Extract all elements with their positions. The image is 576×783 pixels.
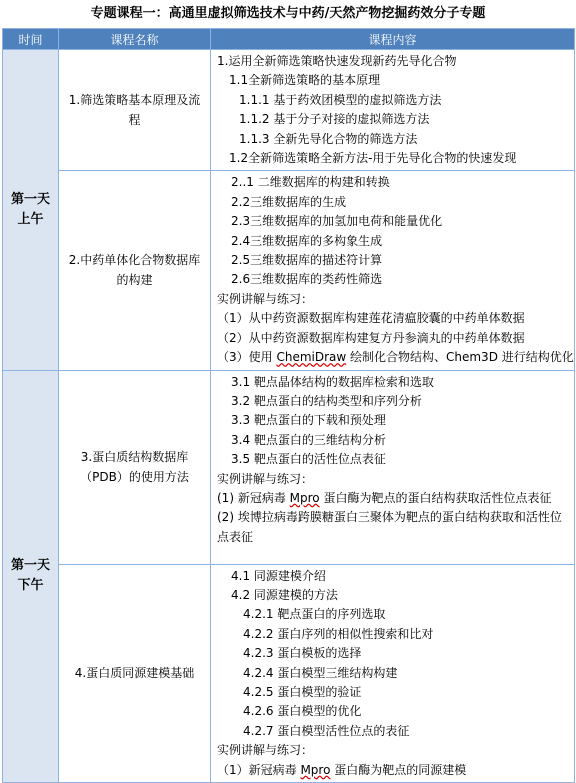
day1-morning-label: 第一天 上午 xyxy=(10,191,50,227)
content-line: 3.2 靶点蛋白的结构类型和序列分析 xyxy=(231,393,422,408)
table-row xyxy=(3,564,575,782)
content-line: (2) 埃博拉病毒跨膜糖蛋白三聚体为靶点的蛋白结构获取和活性位点表征 xyxy=(217,510,562,544)
content-line: 3.5 靶点蛋白的活性位点表征 xyxy=(231,452,386,467)
content-line: 3.3 靶点蛋白的下载和预处理 xyxy=(231,413,386,428)
content-line: 4.2.2 蛋白序列的相似性搜索和比对 xyxy=(243,626,434,641)
course-title: 专题课程一：高通里虚拟筛选技术与中药/天然产物挖掘药效分子专题 xyxy=(90,6,486,21)
content-line: 4.2 同源建模的方法 xyxy=(231,587,338,602)
content-line: 4.2.3 蛋白模板的选择 xyxy=(243,646,362,661)
course-content-2 xyxy=(211,171,575,370)
content-line: 1.2全新筛选策略全新方法-用于先导化合物的快速发现 xyxy=(229,151,517,166)
protein-name-mpro: Mpro xyxy=(300,762,331,777)
table-row xyxy=(3,50,575,171)
content-line xyxy=(217,348,574,367)
content-line: 4.2.5 蛋白模型的验证 xyxy=(243,684,362,699)
content-line: 实例讲解与练习： xyxy=(217,743,314,758)
day1-afternoon-cell xyxy=(3,370,59,782)
course-name-4: 4.蛋白质同源建模基础 xyxy=(59,564,211,782)
content-line: 4.1 同源建模介绍 xyxy=(231,568,326,583)
content-line: 1.运用全新筛选策略快速发现新药先导化合物 xyxy=(217,54,457,68)
content-line: 2.3三维数据库的加氢加电荷和能量优化 xyxy=(231,214,443,229)
content-text: 蛋白酶为靶点的蛋白结构获取活性位点表征 xyxy=(319,490,552,505)
table-row xyxy=(3,171,575,370)
course-content-1 xyxy=(211,50,575,171)
content-line: 3.4 靶点蛋白的三维结构分析 xyxy=(231,432,386,447)
content-line: 2.4三维数据库的多构象生成 xyxy=(231,233,383,248)
content-line: 4.2.4 蛋白模型三维结构构建 xyxy=(243,665,398,680)
schedule-table xyxy=(2,28,575,783)
content-line: 1.1全新筛选策略的基本原理 xyxy=(229,73,381,88)
content-line: 实例讲解与练习： xyxy=(217,471,314,486)
content-line: 2.6三维数据库的类药性筛选 xyxy=(231,272,383,287)
content-text: （1）新冠病毒 xyxy=(217,762,301,777)
content-line: 实例讲解与练习： xyxy=(217,291,314,306)
software-name-chemidraw: ChemiDraw xyxy=(276,350,347,365)
content-line xyxy=(217,489,570,508)
content-text: （3）使用 xyxy=(217,350,277,365)
header-course-name: 课程名称 xyxy=(59,29,211,50)
day1-morning-cell xyxy=(3,50,59,371)
course-name-2: 2.中药单体化合物数据库的构建 xyxy=(59,171,211,370)
content-line: 1.1.3 全新先导化合物的筛选方法 xyxy=(239,131,418,146)
content-text: 绘制化合物结构、Chem3D 进行结构优化 xyxy=(346,350,574,365)
content-text: (1) 新冠病毒 xyxy=(217,490,290,505)
content-line xyxy=(217,761,570,780)
content-line: 2.5三维数据库的描述符计算 xyxy=(231,253,383,268)
content-line: 2..1 二维数据库的构建和转换 xyxy=(231,175,390,190)
course-content-3 xyxy=(211,370,575,564)
content-line: （1）从中药资源数据库构建莲花清瘟胶囊的中药单体数据 xyxy=(217,311,525,326)
course-content-4 xyxy=(211,564,575,782)
content-line: 2.2三维数据库的生成 xyxy=(231,194,347,209)
table-header-row xyxy=(3,29,575,50)
course-name-1: 1.筛选策略基本原理及流程 xyxy=(59,50,211,171)
course-name-3: 3.蛋白质结构数据库（PDB）的使用方法 xyxy=(59,370,211,564)
table-row xyxy=(3,370,575,564)
content-line: 1.1.2 基于分子对接的虚拟筛选方法 xyxy=(239,112,430,127)
header-time: 时间 xyxy=(3,29,59,50)
content-line: 4.2.6 蛋白模型的优化 xyxy=(243,704,362,719)
content-line: 1.1.1 基于药效团模型的虚拟筛选方法 xyxy=(239,92,442,107)
content-line: 4.2.7 蛋白模型活性位点的表征 xyxy=(243,723,410,738)
content-text: 蛋白酶为靶点的同源建模 xyxy=(330,762,467,777)
header-course-content: 课程内容 xyxy=(211,29,575,50)
content-line: 4.2.1 靶点蛋白的序列选取 xyxy=(243,607,386,622)
protein-name-mpro: Mpro xyxy=(289,490,320,505)
day1-afternoon-label: 第一天 下午 xyxy=(10,558,50,594)
content-line: 3.1 靶点晶体结构的数据库检索和选取 xyxy=(231,374,434,389)
content-line: （2）从中药资源数据库构建复方丹参滴丸的中药单体数据 xyxy=(217,330,525,345)
